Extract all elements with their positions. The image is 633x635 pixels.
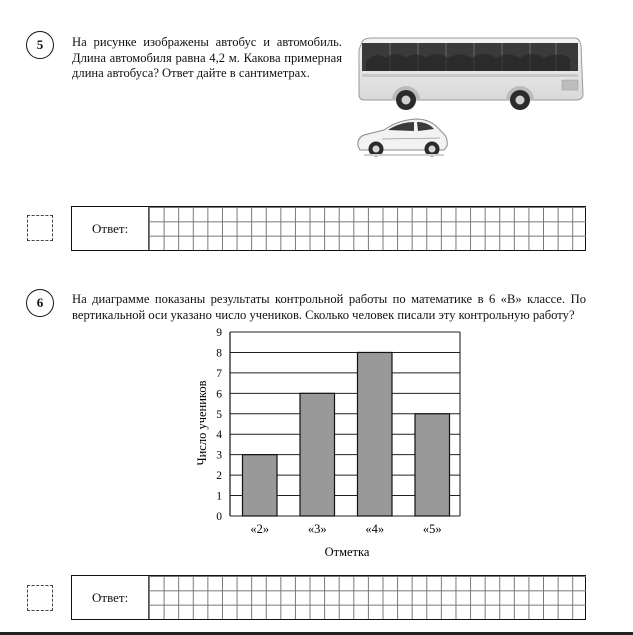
task-6-answer-label: Ответ: [92, 590, 129, 605]
task-5-answer-grid[interactable] [148, 207, 586, 250]
car-illustration [354, 112, 450, 158]
task-6-check-box [27, 585, 53, 611]
chart-bar [358, 352, 393, 516]
chart-y-tick-label: 6 [216, 388, 222, 401]
task-6-text: На диаграмме показаны результаты контрольной работы по математике в 6 «В» классе. По вертикальной оси указано число учеников. Сколько человек писали эту контрольную работу? [72, 292, 586, 322]
chart-x-tick-label: «5» [422, 522, 442, 536]
chart-y-tick-label: 0 [216, 511, 222, 523]
task-5-text: На рисунке изображены автобус и автомобиль. Длина автомобиля равна 4,2 м. Какова примерная длина автобуса? Ответ дайте в сантиметрах. [72, 35, 342, 80]
chart-y-tick-label: 8 [216, 347, 222, 360]
results-bar-chart [190, 322, 480, 562]
task-6-number-badge [26, 289, 54, 317]
chart-x-axis-label: Отметка [324, 545, 370, 559]
chart-y-tick-label: 2 [216, 470, 222, 483]
task-6-answer-grid[interactable] [148, 576, 586, 619]
bus-illustration [356, 36, 584, 112]
chart-x-tick-label: «4» [365, 522, 385, 536]
chart-bar [415, 414, 450, 516]
chart-y-tick-label: 7 [216, 367, 222, 380]
chart-x-tick-label: «3» [307, 522, 327, 536]
task-6-number: 6 [36, 295, 44, 310]
chart-y-tick-label: 4 [216, 429, 222, 442]
chart-x-tick-label: «2» [250, 522, 270, 536]
chart-y-tick-label: 1 [216, 490, 222, 503]
chart-bar [300, 393, 335, 516]
task-5-check-box [27, 215, 53, 241]
task-6-answer-frame [71, 575, 586, 620]
chart-y-tick-label: 3 [216, 449, 222, 462]
task-5-number-badge [26, 31, 54, 59]
task-5-answer-label: Ответ: [92, 221, 129, 236]
task-5-answer-frame [71, 206, 586, 251]
chart-bar [243, 455, 278, 516]
chart-y-tick-label: 9 [216, 327, 222, 339]
chart-y-tick-label: 5 [216, 408, 222, 421]
task-5-number: 5 [36, 37, 44, 52]
chart-y-axis-label: Число учеников [195, 380, 209, 466]
